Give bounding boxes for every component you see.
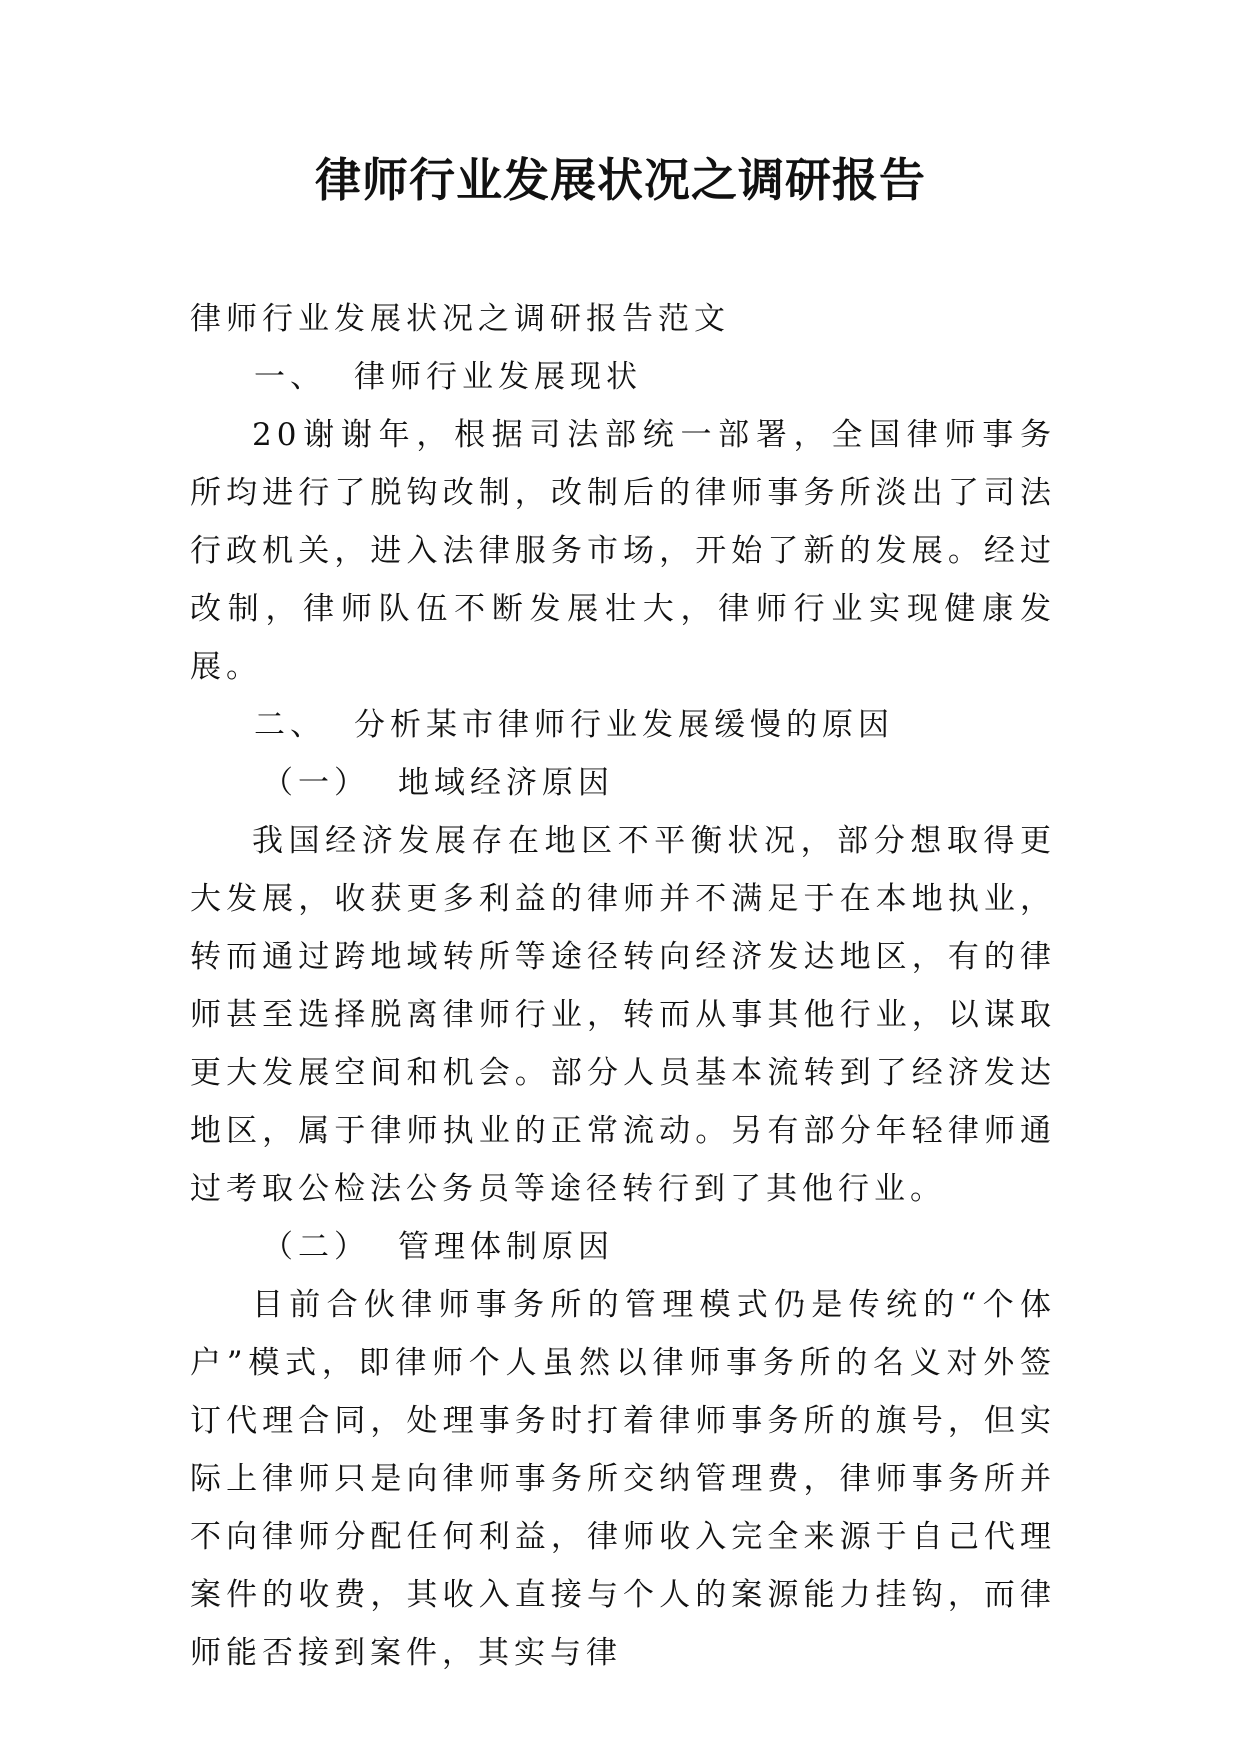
subsection-1-number: （一） xyxy=(262,765,370,801)
section-2-heading xyxy=(190,696,1056,754)
section-1-title: 律师行业发展现状 xyxy=(354,359,642,395)
subsection-1-heading xyxy=(190,754,1056,812)
subsection-2-number: （二） xyxy=(262,1229,370,1265)
section-1-number: 一、 xyxy=(254,359,326,395)
subsection-2-title: 管理体制原因 xyxy=(398,1229,614,1265)
subsection-2-heading xyxy=(190,1218,1056,1276)
subsection-2-paragraph: 目前合伙律师事务所的管理模式仍是传统的“个体户”模式，即律师个人虽然以律师事务所的名义对外签订代理合同，处理事务时打着律师事务所的旗号，但实际上律师只是向律师事务所交纳管理费，律师事务所并不向律师分配任何利益，律师收入完全来源于自己代理案件的收费，其收入直接与个人的案源能力挂钩，而律师能否接到案件，其实与律 xyxy=(190,1287,1056,1671)
section-1-heading xyxy=(190,348,1056,406)
document-title: 律师行业发展状况之调研报告 xyxy=(315,153,926,207)
section-2-title: 分析某市律师行业发展缓慢的原因 xyxy=(354,707,894,743)
subsection-1-paragraph: 我国经济发展存在地区不平衡状况，部分想取得更大发展，收获更多利益的律师并不满足于在本地执业，转而通过跨地域转所等途径转向经济发达地区，有的律师甚至选择脱离律师行业，转而从事其他行业，以谋取更大发展空间和机会。部分人员基本流转到了经济发达地区，属于律师执业的正常流动。另有部分年轻律师通过考取公检法公务员等途径转行到了其他行业。 xyxy=(190,823,1056,1207)
subsection-1-title: 地域经济原因 xyxy=(398,765,614,801)
section-2-number: 二、 xyxy=(254,707,326,743)
document-body xyxy=(190,290,1056,1682)
section-1-paragraph: 20谢谢年，根据司法部统一部署，全国律师事务所均进行了脱钩改制，改制后的律师事务所淡出了司法行政机关，进入法律服务市场，开始了新的发展。经过改制，律师队伍不断发展壮大，律师行业实现健康发展。 xyxy=(190,417,1056,685)
document-subtitle: 律师行业发展状况之调研报告范文 xyxy=(190,301,730,337)
